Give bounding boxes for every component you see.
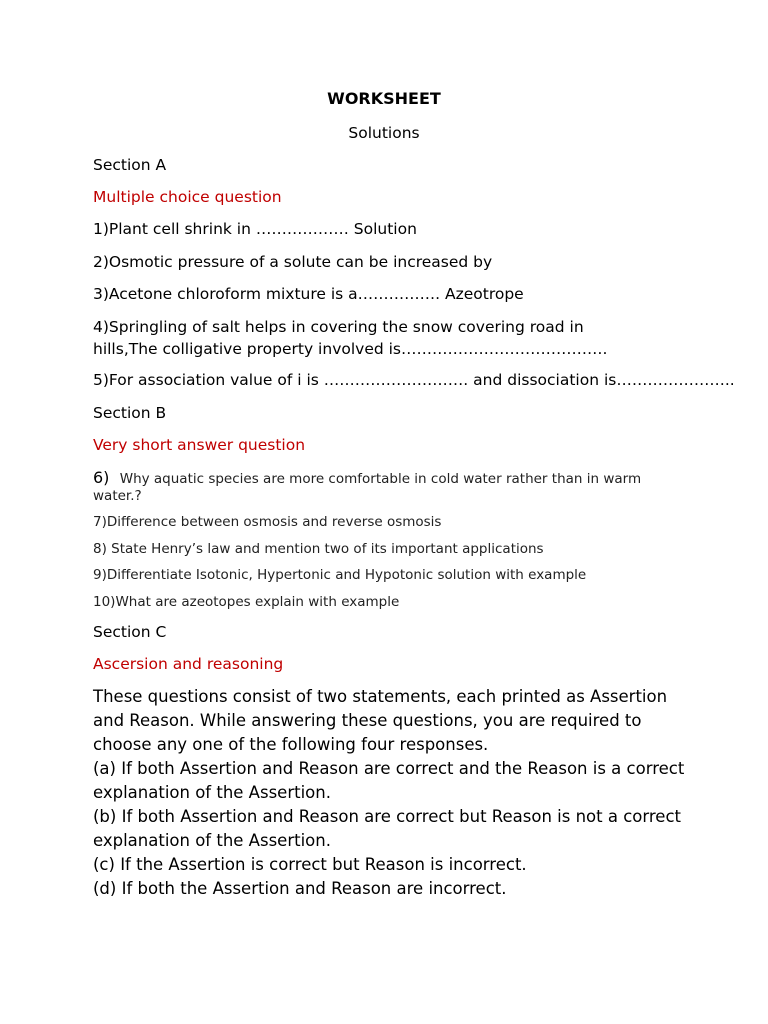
question-2: 2)Osmotic pressure of a solute can be increased by bbox=[93, 253, 493, 271]
assertion-reason-block bbox=[93, 685, 693, 901]
question-6-text: Why aquatic species are more comfortable in cold water rather than in warm water.? bbox=[93, 471, 642, 504]
option-c: (c) If the Assertion is correct but Reason is incorrect. bbox=[93, 855, 527, 874]
section-b-heading: Section B bbox=[93, 404, 167, 422]
question-1: 1)Plant cell shrink in ……………… Solution bbox=[93, 220, 417, 238]
section-a-heading: Section A bbox=[93, 156, 167, 174]
question-7: 7)Difference between osmosis and reverse osmosis bbox=[93, 514, 442, 530]
option-b: (b) If both Assertion and Reason are correct but Reason is not a correct explanation of the Assertion. bbox=[93, 807, 681, 850]
question-9: 9)Differentiate Isotonic, Hypertonic and Hypotonic solution with example bbox=[93, 567, 587, 583]
section-c-category: Ascersion and reasoning bbox=[93, 655, 284, 673]
question-3: 3)Acetone chloroform mixture is a……………. Azeotrope bbox=[93, 285, 524, 303]
question-10: 10)What are azeotopes explain with example bbox=[93, 594, 400, 610]
section-a-category: Multiple choice question bbox=[93, 188, 282, 206]
section-b-category: Very short answer question bbox=[93, 436, 306, 454]
question-5: 5)For association value of i is ………………………. and dissociation is………………….. bbox=[93, 371, 735, 389]
page-subtitle: Solutions bbox=[348, 124, 420, 142]
question-4: 4)Springling of salt helps in covering the snow covering road in hills,The colligative property involved is…………………………………. bbox=[93, 318, 608, 358]
assertion-intro: These questions consist of two statements, each printed as Assertion and Reason. While answering these questions, you are required to choose any one of the following four responses. bbox=[93, 687, 668, 754]
question-6 bbox=[93, 469, 683, 505]
question-6-number: 6) bbox=[93, 468, 110, 487]
question-8: 8) State Henry’s law and mention two of its important applications bbox=[93, 541, 544, 557]
option-a: (a) If both Assertion and Reason are correct and the Reason is a correct explanation of the Assertion. bbox=[93, 759, 685, 802]
section-c-heading: Section C bbox=[93, 623, 167, 641]
option-d: (d) If both the Assertion and Reason are incorrect. bbox=[93, 879, 507, 898]
page-title: WORKSHEET bbox=[327, 89, 441, 108]
